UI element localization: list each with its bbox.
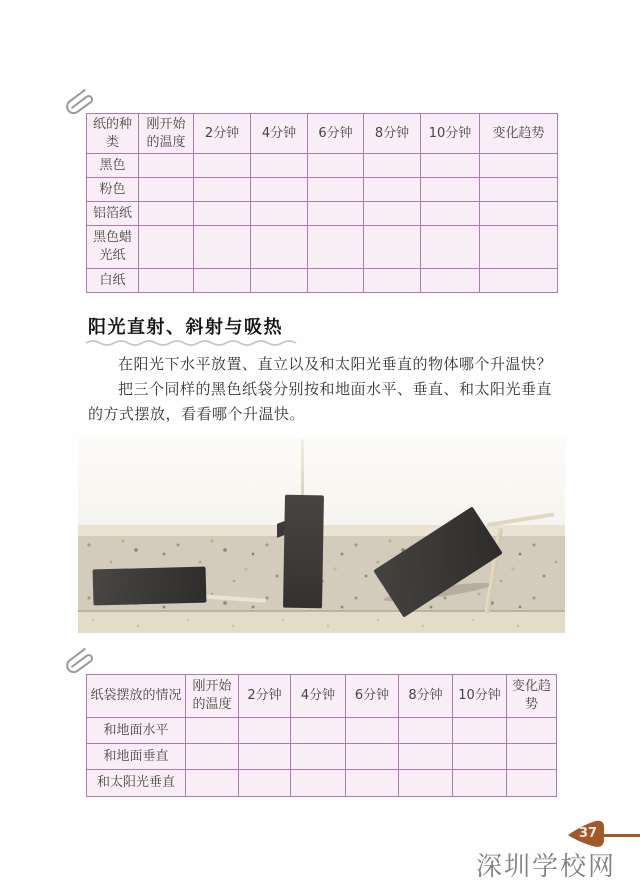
empty-cell [453, 744, 507, 770]
row-label-black-glossy: 黑色蜡光纸 [87, 226, 139, 269]
empty-cell [291, 744, 346, 770]
watermark-text: 深圳学校网 [476, 852, 617, 882]
empty-cell [139, 154, 194, 178]
empty-cell [453, 770, 507, 797]
empty-cell [421, 202, 480, 226]
table-row [87, 770, 557, 797]
col-header-start-temp: 刚开始的温度 [139, 114, 194, 154]
empty-cell [251, 226, 308, 269]
row-label-white: 白纸 [87, 269, 139, 293]
empty-cell [480, 154, 558, 178]
row-label-foil: 铝箔纸 [87, 202, 139, 226]
empty-cell [251, 154, 308, 178]
page-marker-line [603, 834, 640, 837]
empty-cell [421, 226, 480, 269]
col-header-trend: 变化趋势 [507, 675, 557, 718]
empty-cell [480, 226, 558, 269]
empty-cell [251, 178, 308, 202]
table-row [87, 744, 557, 770]
row-label-horizontal: 和地面水平 [87, 718, 186, 744]
empty-cell [364, 202, 421, 226]
empty-cell [194, 178, 251, 202]
empty-cell [194, 202, 251, 226]
table-row [87, 226, 558, 269]
body-text [88, 352, 564, 427]
bag-placement-table [86, 674, 557, 797]
col-header-10min: 10分钟 [421, 114, 480, 154]
col-header-paper-type: 纸的种类 [87, 114, 139, 154]
empty-cell [346, 744, 399, 770]
empty-cell [308, 178, 364, 202]
empty-cell [364, 226, 421, 269]
empty-cell [139, 178, 194, 202]
table-header-row [87, 114, 558, 154]
empty-cell [480, 178, 558, 202]
col-header-4min: 4分钟 [251, 114, 308, 154]
empty-cell [239, 718, 291, 744]
empty-cell [186, 718, 239, 744]
row-label-black: 黑色 [87, 154, 139, 178]
empty-cell [399, 770, 453, 797]
empty-cell [239, 744, 291, 770]
black-bag-vertical [283, 495, 324, 609]
paragraph-instruction: 把三个同样的黑色纸袋分别按和地面水平、垂直、和太阳光垂直的方式摆放，看看哪个升温快。 [88, 380, 553, 423]
photo-ground [78, 612, 565, 633]
table-row [87, 718, 557, 744]
empty-cell [364, 269, 421, 293]
empty-cell [139, 202, 194, 226]
col-header-8min: 8分钟 [364, 114, 421, 154]
table-row [87, 178, 558, 202]
empty-cell [346, 718, 399, 744]
col-header-4min: 4分钟 [291, 675, 346, 718]
table-row [87, 269, 558, 293]
empty-cell [251, 269, 308, 293]
table-header-row [87, 675, 557, 718]
empty-cell [308, 202, 364, 226]
empty-cell [308, 226, 364, 269]
col-header-6min: 6分钟 [308, 114, 364, 154]
empty-cell [194, 154, 251, 178]
table-row [87, 154, 558, 178]
table-row [87, 202, 558, 226]
experiment-photo [78, 437, 565, 633]
col-header-start-temp: 刚开始的温度 [186, 675, 239, 718]
paper-type-table [86, 113, 558, 293]
col-header-2min: 2分钟 [239, 675, 291, 718]
empty-cell [139, 226, 194, 269]
col-header-trend: 变化趋势 [480, 114, 558, 154]
empty-cell [364, 154, 421, 178]
row-label-vertical: 和地面垂直 [87, 744, 186, 770]
black-bag-horizontal [93, 567, 207, 606]
empty-cell [507, 770, 557, 797]
empty-cell [421, 178, 480, 202]
empty-cell [291, 770, 346, 797]
empty-cell [364, 178, 421, 202]
col-header-8min: 8分钟 [399, 675, 453, 718]
empty-cell [139, 269, 194, 293]
empty-cell [453, 718, 507, 744]
empty-cell [186, 770, 239, 797]
row-label-perpendicular-sun: 和太阳光垂直 [87, 770, 186, 797]
empty-cell [480, 202, 558, 226]
empty-cell [194, 269, 251, 293]
empty-cell [480, 269, 558, 293]
paperclip-icon [64, 643, 98, 677]
col-header-10min: 10分钟 [453, 675, 507, 718]
empty-cell [507, 744, 557, 770]
empty-cell [399, 744, 453, 770]
empty-cell [421, 269, 480, 293]
empty-cell [308, 154, 364, 178]
empty-cell [507, 718, 557, 744]
col-header-placement: 纸袋摆放的情况 [87, 675, 186, 718]
empty-cell [186, 744, 239, 770]
col-header-2min: 2分钟 [194, 114, 251, 154]
empty-cell [421, 154, 480, 178]
empty-cell [291, 718, 346, 744]
row-label-pink: 粉色 [87, 178, 139, 202]
empty-cell [399, 718, 453, 744]
col-header-6min: 6分钟 [346, 675, 399, 718]
paragraph-question: 在阳光下水平放置、直立以及和太阳光垂直的物体哪个升温快？ [118, 355, 553, 373]
thermometer-middle [301, 439, 304, 497]
section-heading: 阳光直射、斜射与吸热 [88, 317, 283, 338]
empty-cell [194, 226, 251, 269]
empty-cell [346, 770, 399, 797]
empty-cell [251, 202, 308, 226]
wavy-underline [85, 338, 297, 347]
empty-cell [308, 269, 364, 293]
empty-cell [239, 770, 291, 797]
page-number: 37 [578, 826, 598, 841]
